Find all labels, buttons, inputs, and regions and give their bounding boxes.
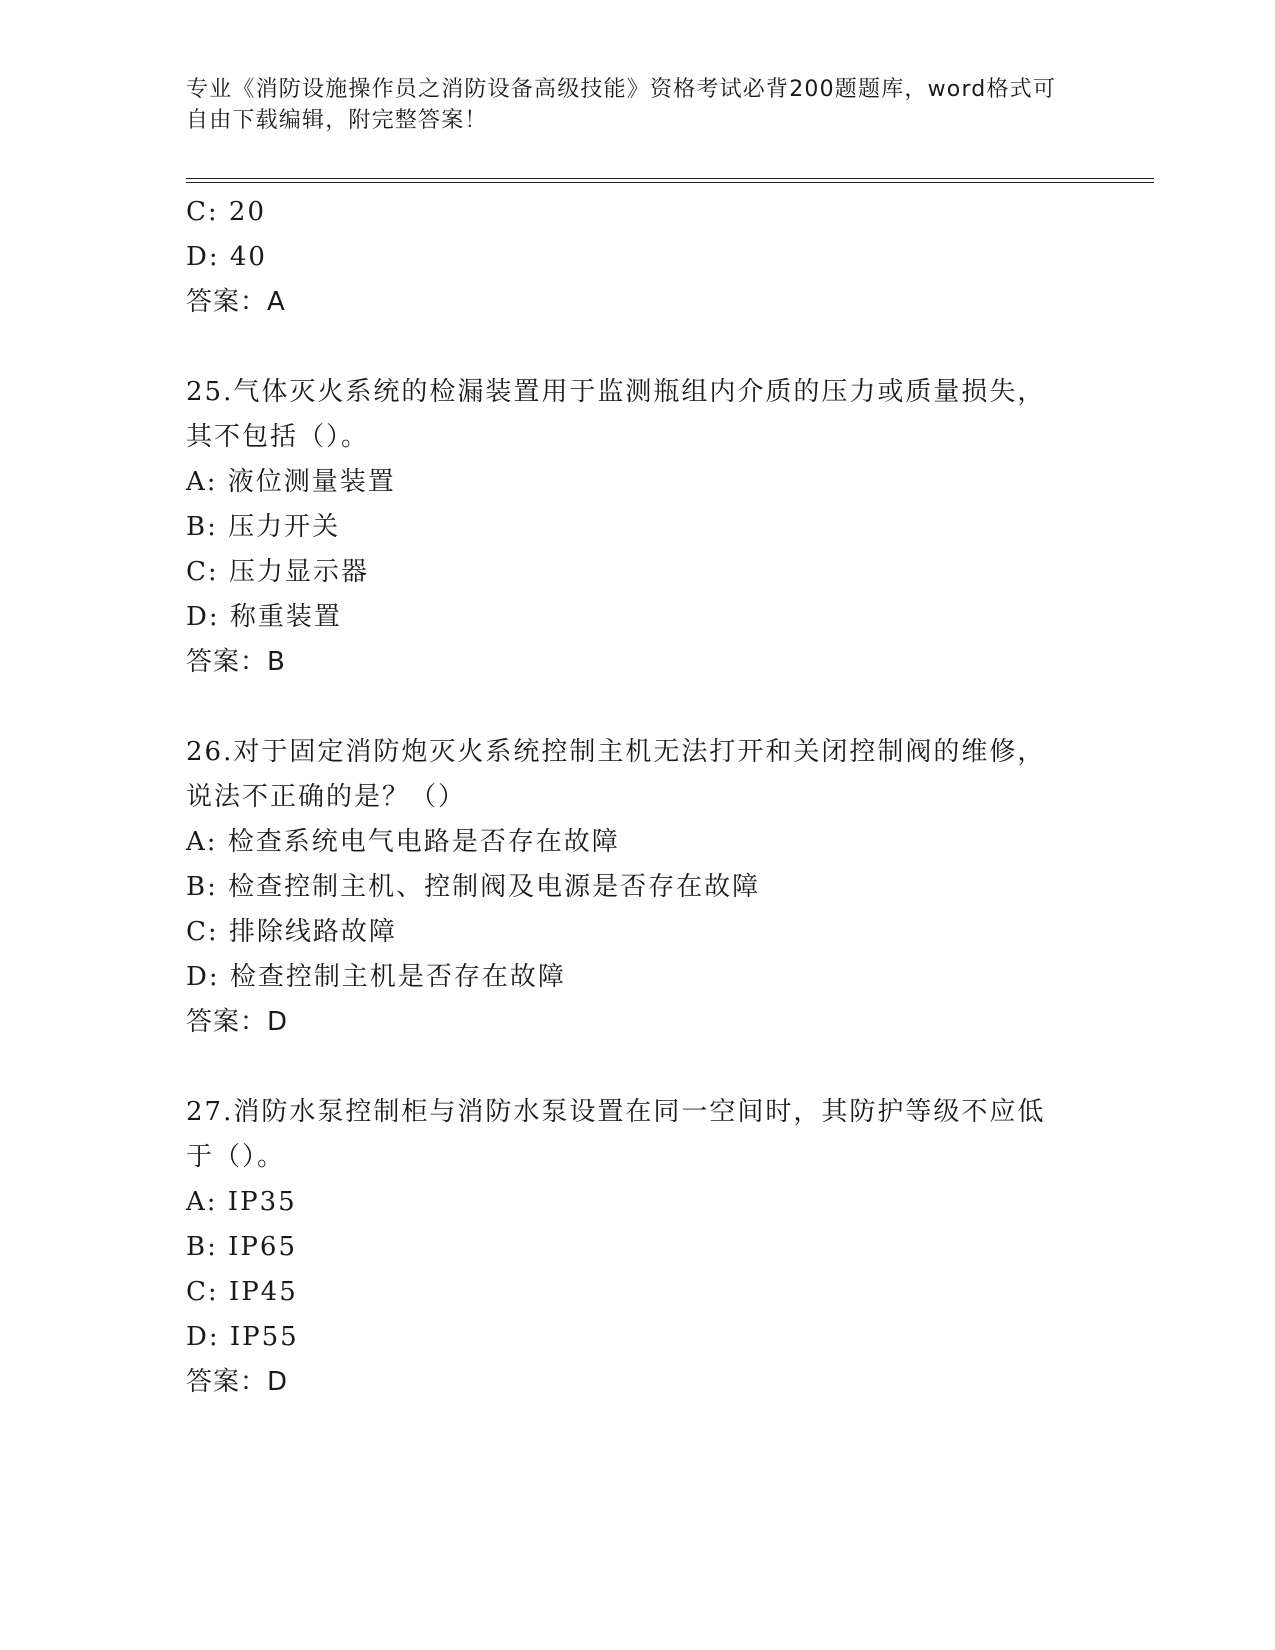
answer-line: 答案：D: [186, 1007, 289, 1037]
question-stem: 25.气体灭火系统的检漏装置用于监测瓶组内介质的压力或质量损失，: [186, 377, 1046, 407]
question-26: [186, 730, 1086, 1045]
question-stem: 27.消防水泵控制柜与消防水泵设置在同一空间时，其防护等级不应低: [186, 1097, 1046, 1127]
option-b: B: IP65: [186, 1232, 297, 1262]
document-header: 专业《消防设施操作员之消防设备高级技能》资格考试必背200题题库，word格式可自由下载编辑，附完整答案！: [186, 77, 1057, 133]
option-c: C: 压力显示器: [186, 557, 369, 587]
header-divider-bottom: [186, 182, 1154, 183]
question-stem: 26.对于固定消防炮灭火系统控制主机无法打开和关闭控制阀的维修，: [186, 737, 1046, 767]
answer-line: 答案：A: [186, 287, 286, 317]
option-c: C: IP45: [186, 1277, 298, 1307]
option-b: B: 检查控制主机、控制阀及电源是否存在故障: [186, 872, 761, 902]
carry-over-question: [186, 190, 1086, 325]
option-a: A: 检查系统电气电路是否存在故障: [186, 827, 620, 857]
answer-line: 答案：D: [186, 1367, 289, 1397]
option-c: C: 20: [186, 197, 267, 227]
question-25: [186, 370, 1086, 685]
question-list: [186, 190, 1086, 1405]
option-d: D: 40: [186, 242, 267, 272]
header-divider-top: [186, 178, 1154, 179]
option-a: A: IP35: [186, 1187, 297, 1217]
option-d: D: IP55: [186, 1322, 299, 1352]
answer-line: 答案：B: [186, 647, 286, 677]
question-27: [186, 1090, 1086, 1405]
option-d: D: 称重装置: [186, 602, 342, 632]
option-d: D: 检查控制主机是否存在故障: [186, 962, 566, 992]
option-a: A: 液位测量装置: [186, 467, 396, 497]
question-stem-continued: 于（）。: [186, 1142, 286, 1172]
option-c: C: 排除线路故障: [186, 917, 397, 947]
question-stem-continued: 其不包括（）。: [186, 422, 370, 452]
question-stem-continued: 说法不正确的是？（）: [186, 782, 467, 812]
option-b: B: 压力开关: [186, 512, 341, 542]
